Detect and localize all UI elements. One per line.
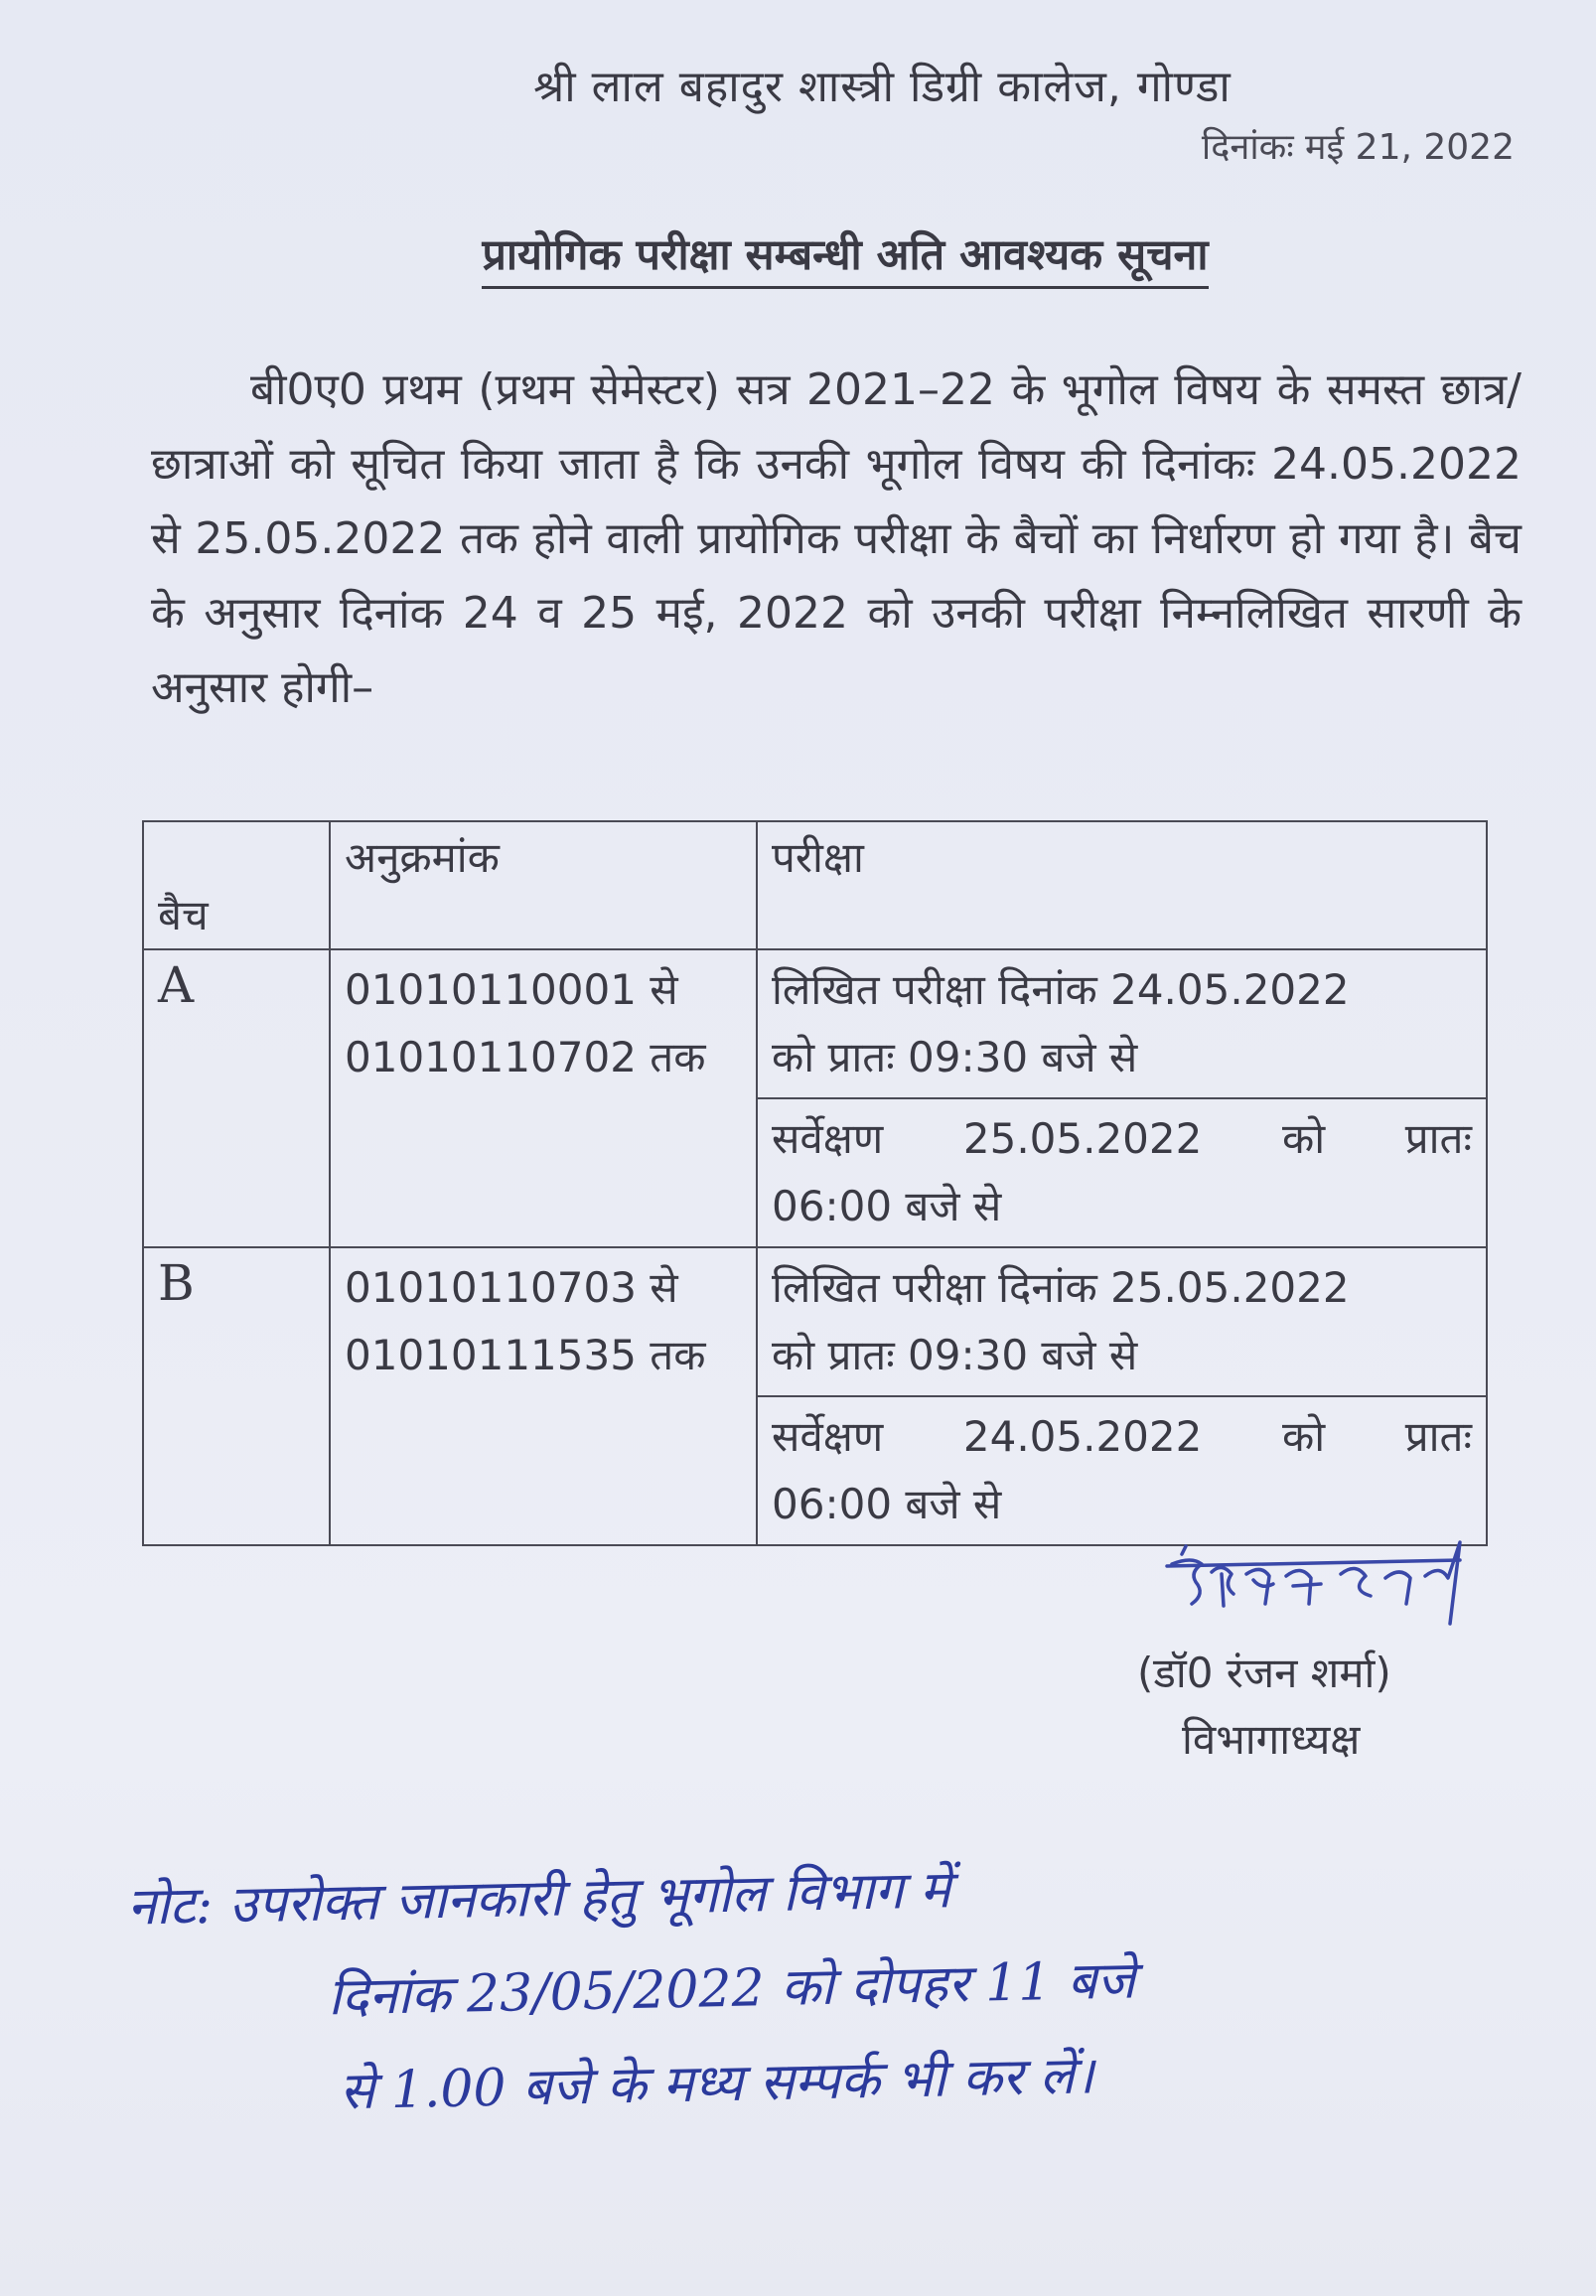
survey-time: 06:00 बजे से — [772, 1480, 1002, 1528]
roll-from: 01010110703 से — [345, 1263, 678, 1312]
header-batch: बैच — [143, 821, 330, 949]
survey-line — [772, 1403, 1472, 1471]
table-row — [143, 1247, 1487, 1396]
survey-date: 24.05.2022 — [962, 1412, 1203, 1461]
survey-word: सर्वेक्षण — [772, 1114, 884, 1163]
table-header-row — [143, 821, 1487, 949]
survey-date: 25.05.2022 — [962, 1114, 1203, 1163]
survey-pratah: प्रातः — [1404, 1412, 1472, 1461]
roll-cell — [330, 1247, 757, 1545]
survey-time: 06:00 बजे से — [772, 1182, 1002, 1230]
schedule-table — [142, 820, 1488, 1546]
college-name: श्री लाल बहादुर शास्त्री डिग्री कालेज, गोण्डा — [533, 62, 1232, 112]
roll-to: 01010110702 तक — [345, 1033, 706, 1081]
batch-cell: B — [143, 1247, 330, 1545]
written-exam-time: को प्रातः 09:30 बजे से — [772, 1331, 1138, 1379]
table-row — [143, 949, 1487, 1098]
note-line-1: नोट: उपरोक्त जानकारी हेतु भूगोल विभाग में — [126, 1860, 951, 1937]
survey-cell — [757, 1098, 1487, 1247]
roll-to: 01010111535 तक — [345, 1331, 706, 1379]
notice-date: दिनांकः मई 21, 2022 — [1201, 127, 1515, 168]
written-exam-cell — [757, 1247, 1487, 1396]
header-roll: अनुक्रमांक — [330, 821, 757, 949]
roll-cell — [330, 949, 757, 1247]
written-exam-time: को प्रातः 09:30 बजे से — [772, 1033, 1138, 1081]
written-exam-line: लिखित परीक्षा दिनांक 25.05.2022 — [772, 1263, 1350, 1312]
survey-cell — [757, 1396, 1487, 1545]
survey-ko: को — [1282, 1412, 1326, 1461]
survey-ko: को — [1282, 1114, 1326, 1163]
roll-from: 01010110001 से — [345, 965, 678, 1014]
survey-pratah: प्रातः — [1404, 1114, 1472, 1163]
written-exam-cell — [757, 949, 1487, 1098]
header-exam: परीक्षा — [757, 821, 1487, 949]
survey-line — [772, 1105, 1472, 1173]
survey-word: सर्वेक्षण — [772, 1412, 884, 1461]
handwritten-note — [126, 1833, 1423, 2143]
note-line-3: से 1.00 बजे के मध्य सम्पर्क भी कर लें। — [339, 2046, 1095, 2122]
notice-title: प्रायोगिक परीक्षा सम्बन्धी अति आवश्यक सूचना — [0, 223, 1596, 289]
signer-name: (डॉ0 रंजन शर्मा) — [1137, 1649, 1391, 1697]
written-exam-line: लिखित परीक्षा दिनांक 24.05.2022 — [772, 965, 1350, 1014]
signer-title: विभागाध्यक्ष — [1182, 1715, 1361, 1764]
batch-cell: A — [143, 949, 330, 1247]
notice-body: बी0ए0 प्रथम (प्रथम सेमेस्टर) सत्र 2021–22 के भूगोल विषय के समस्त छात्र/छात्राओं को सूचित किया जाता है कि उनकी भूगोल विषय की दिनांकः 24.05.2022 से 25.05.2022 तक होने वाली प्रायोगिक परीक्षा के बैचों का निर्धारण हो गया है। बैच के अनुसार दिनांक 24 व 25 मई, 2022 को उनकी परीक्षा निम्नलिखित सारणी के अनुसार होगी– — [151, 364, 1522, 713]
note-line-2: दिनांक 23/05/2022 को दोपहर 11 बजे — [327, 1950, 1136, 2028]
handwritten-signature — [1162, 1534, 1490, 1634]
